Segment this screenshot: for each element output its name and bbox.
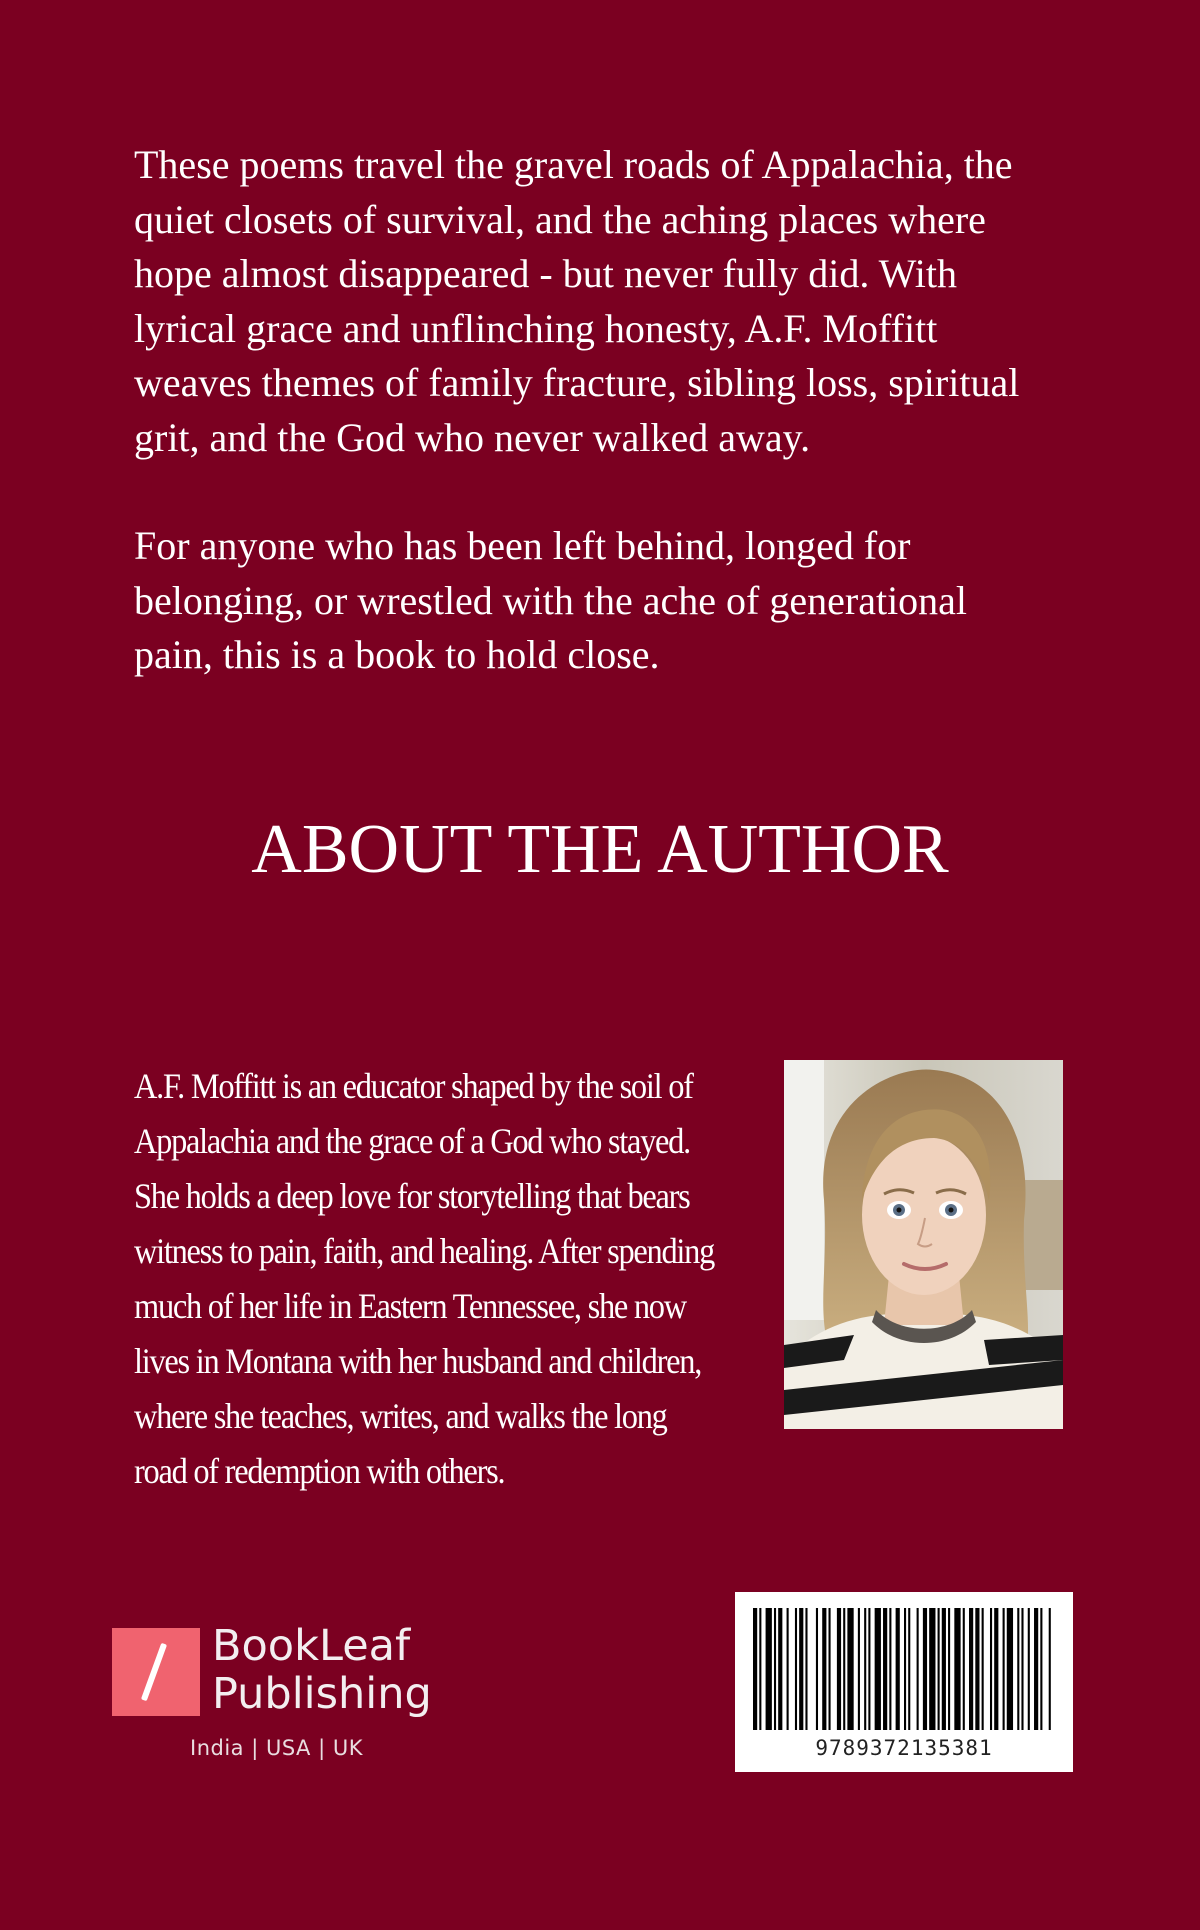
- barcode-bar: [994, 1608, 998, 1730]
- barcode-bar: [1003, 1608, 1005, 1730]
- barcode-bar: [875, 1608, 881, 1730]
- barcode-bar: [1017, 1608, 1019, 1730]
- barcode-bar: [929, 1608, 935, 1730]
- barcode-bar: [1049, 1608, 1051, 1730]
- barcode-bar: [837, 1608, 841, 1730]
- barcode-bar: [938, 1608, 940, 1730]
- author-photo: [784, 1060, 1063, 1429]
- barcode-bars: [753, 1608, 1055, 1730]
- barcode-bar: [904, 1608, 906, 1730]
- barcode-bar: [942, 1608, 946, 1730]
- barcode-bar: [954, 1608, 960, 1730]
- barcode-bar: [822, 1608, 826, 1730]
- barcode-bar: [829, 1608, 831, 1730]
- barcode-bar: [923, 1608, 927, 1730]
- blurb-paragraph-2: For anyone who has been left behind, longed for belonging, or wrestled with the ache of generational pain, this is a book to hold close.: [134, 523, 968, 677]
- barcode-bar: [1034, 1608, 1038, 1730]
- publisher-name-line-2: Publishing: [212, 1669, 432, 1719]
- barcode-bar: [917, 1608, 919, 1730]
- barcode-bar: [948, 1608, 950, 1730]
- publisher-regions: India | USA | UK: [190, 1736, 363, 1760]
- isbn-number: 9789372135381: [815, 1736, 993, 1760]
- barcode-bar: [805, 1608, 807, 1730]
- barcode-bar: [774, 1608, 776, 1730]
- barcode-bar: [1007, 1608, 1013, 1730]
- barcode-bar: [896, 1608, 900, 1730]
- barcode-bar: [799, 1608, 803, 1730]
- barcode-bar: [847, 1608, 853, 1730]
- barcode-bar: [982, 1608, 984, 1730]
- bookleaf-logo-mark-icon: [112, 1628, 200, 1716]
- barcode-bar: [759, 1608, 761, 1730]
- blurb-paragraph-1: These poems travel the gravel roads of Appalachia, the quiet closets of survival, and the aching places where hope almost disappeared - but never fully did. With lyrical grace and unflinching honesty, A.F. Moffitt weaves themes of family fracture, sibling loss, spiritual grit, and the God who never walked away.: [134, 142, 1020, 460]
- barcode-bar: [787, 1608, 789, 1730]
- barcode-bar: [778, 1608, 782, 1730]
- barcode-bar: [963, 1608, 965, 1730]
- barcode-bar: [1040, 1608, 1042, 1730]
- barcode-bar: [908, 1608, 910, 1730]
- barcode-bar: [990, 1608, 992, 1730]
- publisher-name: [212, 1622, 432, 1718]
- barcode-bar: [868, 1608, 870, 1730]
- barcode-bar: [1028, 1608, 1030, 1730]
- barcode-bar: [864, 1608, 866, 1730]
- barcode-bar: [889, 1608, 891, 1730]
- publisher-name-line-1: BookLeaf: [212, 1621, 411, 1671]
- about-the-author-heading: ABOUT THE AUTHOR: [251, 811, 949, 888]
- barcode-bar: [843, 1608, 845, 1730]
- bookleaf-publishing-logo: [112, 1621, 472, 1768]
- barcode-bar: [753, 1608, 757, 1730]
- back-cover-blurb: [134, 138, 1034, 683]
- barcode-bar: [816, 1608, 818, 1730]
- barcode-bar: [883, 1608, 887, 1730]
- barcode-bar: [858, 1608, 860, 1730]
- barcode-bar: [975, 1608, 979, 1730]
- barcode-bar: [766, 1608, 772, 1730]
- isbn-barcode: [735, 1592, 1073, 1772]
- barcode-bar: [1021, 1608, 1023, 1730]
- author-bio: A.F. Moffitt is an educator shaped by the soil of Appalachia and the grace of a God who stayed. She holds a deep love for storytelling that bears witness to pain, faith, and healing. After spending much of her life in Eastern Tennessee, she now lives in Montana with her husband and children, where she teaches, writes, and walks the long road of redemption with others.: [134, 1066, 715, 1491]
- barcode-bar: [795, 1608, 797, 1730]
- barcode-bar: [969, 1608, 973, 1730]
